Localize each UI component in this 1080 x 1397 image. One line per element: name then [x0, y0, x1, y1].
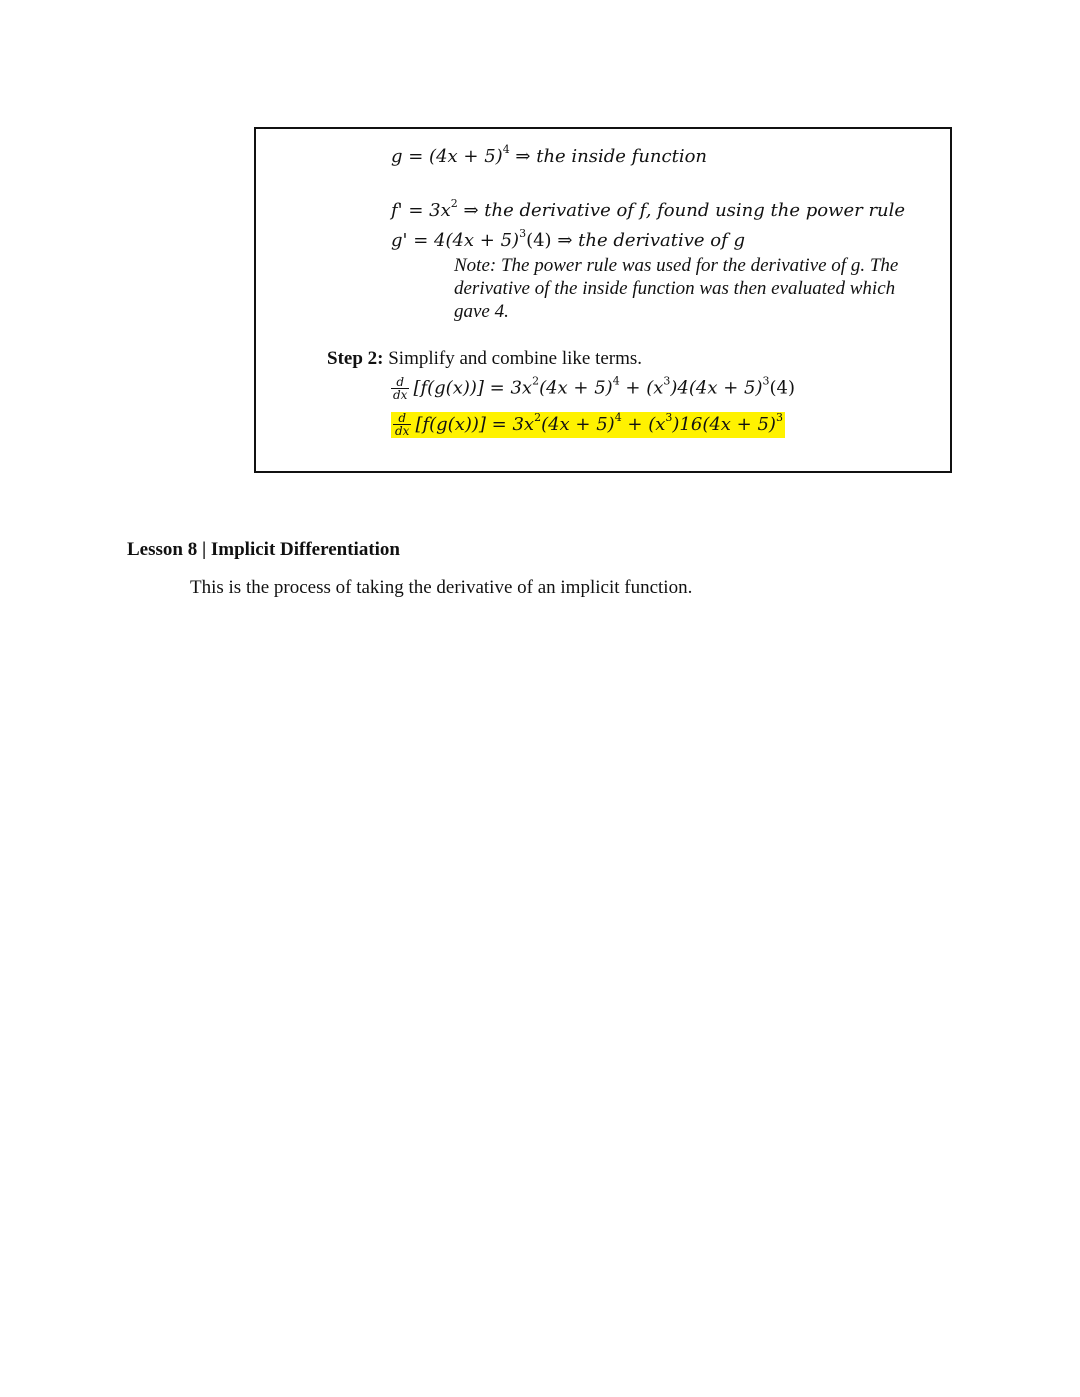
fp-expression: f' = 3x: [391, 200, 451, 221]
g-exponent: 4: [502, 143, 510, 156]
fp-exponent: 2: [450, 197, 458, 210]
equation-2-highlighted: [391, 412, 785, 437]
inside-function-line: [391, 143, 708, 167]
g-description: ⇒ the inside function: [515, 146, 708, 167]
lesson-paragraph: This is the process of taking the derivative of an implicit function.: [190, 577, 693, 598]
g-expression: g = (4x + 5): [391, 146, 503, 167]
gp-tail: (4): [526, 230, 552, 251]
step2-text: Simplify and combine like terms.: [388, 348, 643, 369]
highlight: $\frac{d}{dx}$ $[f(g(x))] = 3x^2(4x + 5)^4 + (x^3)16(4x + 5)^3$: [391, 412, 785, 438]
equation-1: $\frac{d}{dx}$ $[f(g(x))] = 3x^2(4x + 5)^4 + (x^3)4(4x + 5)^3(4)$: [393, 374, 796, 402]
gp-exponent: 3: [519, 227, 527, 240]
lesson-heading: Lesson 8 | Implicit Differentiation: [127, 539, 400, 560]
f-derivative-line: [391, 197, 906, 221]
fp-description: ⇒ the derivative of f, found using the power rule: [463, 200, 906, 221]
step2-label: Step 2:: [327, 348, 384, 369]
step2-line: [327, 348, 642, 370]
gp-expression: g' = 4(4x + 5): [391, 230, 520, 251]
derivative-fraction: $\frac{d}{dx}$: [393, 375, 408, 402]
power-rule-note: Note: The power rule was used for the derivative of g. The derivative of the inside function was then evaluated which gave 4.: [454, 255, 899, 322]
derivative-fraction: $\frac{d}{dx}$: [395, 411, 410, 438]
example-box: [254, 127, 952, 473]
g-derivative-line: [391, 227, 746, 251]
gp-description: ⇒ the derivative of g: [557, 230, 746, 251]
